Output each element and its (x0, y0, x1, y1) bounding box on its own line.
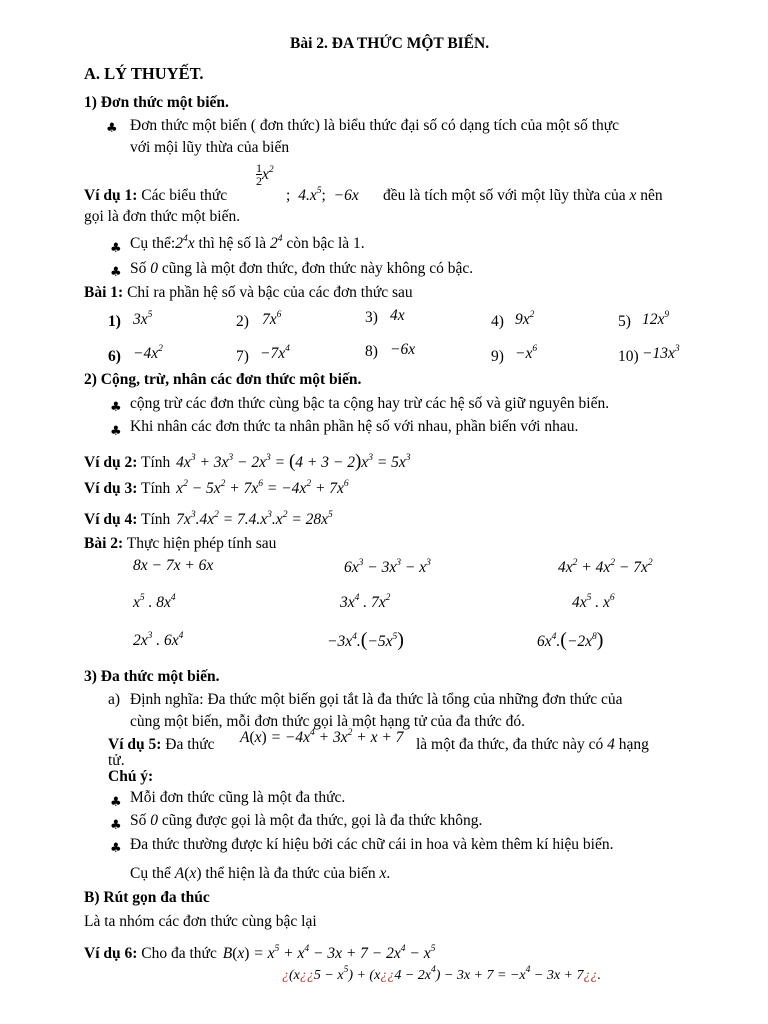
exercise-expression: $4x^5$ . $x^6$ (572, 593, 615, 611)
exercise-expression: $3x^4$ . $7x^2$ (340, 593, 391, 611)
section-b-text: Là ta nhóm các đơn thức cùng bậc lại (84, 913, 317, 930)
note-1: Mỗi đơn thức cũng là một đa thức. (130, 789, 346, 806)
specific-example: Cụ $thể:2^4x$ thì hệ số là $2^4$ còn bậc là 1. (130, 234, 365, 252)
club-bullet-icon: ♣ (110, 265, 122, 280)
exercise-expression: $-3x^4.(-5x^5)$ (327, 629, 404, 651)
item-number: 10) (618, 348, 639, 365)
item-number: 3) (365, 309, 378, 326)
item-number: 1) (108, 313, 121, 330)
monomial: $9x^2$ (515, 310, 535, 328)
monomial: $12x^9$ (642, 310, 670, 328)
example-1-label: Ví dụ 1: (84, 187, 138, 204)
polynomial-definition-line-1: Định nghĩa: Đa thức một biến gọi tắt là đa thức là tổng của những đơn thức của (130, 691, 623, 708)
example-3: Ví dụ 3: Tính $x^2 - 5x^2 + 7x^6 = -4x^2 + 7x^6$ (84, 479, 349, 497)
club-bullet-icon: ♣ (110, 241, 122, 256)
example-1-text: đều là tích một số với một lũy thừa của x nên (383, 187, 663, 204)
exercise-2: Bài 2: Thực hiện phép tính sau (84, 535, 277, 552)
section-3-heading: 3) Đa thức một biến. (84, 668, 220, 685)
section-b-heading: B) Rút gọn đa thúc (84, 889, 210, 906)
example-6: Ví dụ 6: Cho đa thức $B(x) = x^5 + x^4 - 3x + 7 - 2x^4 - x^5$ (84, 944, 436, 962)
example-1-expressions: ; $4.x^5$; −6x (286, 186, 359, 204)
note-3: Đa thức thường được kí hiệu bởi các chữ cái in hoa và kèm thêm kí hiệu biến. (130, 836, 614, 853)
note-heading: Chú ý: (108, 768, 154, 785)
rule-add-subtract: cộng trừ các đơn thức cùng bậc ta cộng hay trừ các hệ số và giữ nguyên biến. (130, 395, 610, 412)
club-bullet-icon: ♣ (110, 424, 122, 439)
monomial: −6x (390, 341, 416, 358)
rule-multiply: Khi nhân các đơn thức ta nhân phần hệ số với nhau, phần biến với nhau. (130, 418, 579, 435)
exercise-1: Bài 1: Chỉ ra phần hệ số và bậc của các đơn thức sau (84, 284, 413, 301)
exercise-expression: $2x^3$ . $6x^4$ (133, 631, 184, 649)
specific-notation: Cụ thể A(x) thể hiện là đa thức của biến x. (130, 865, 391, 882)
definition-line-2: với mội lũy thừa của biến (130, 139, 290, 156)
item-number: 2) (236, 313, 249, 330)
item-number: 5) (618, 313, 631, 330)
monomial: $-7x^4$ (260, 344, 290, 362)
example-4: Ví dụ 4: Tính $7x^3.4x^2 = 7.4.x^3.x^2 = 28x^5$ (84, 510, 333, 528)
monomial: $-4x^2$ (133, 344, 163, 362)
zero-monomial-note: Số 0 cũng là một đơn thức, đơn thức này không có bậc. (130, 260, 474, 277)
note-2: Số 0 cũng được gọi là một đa thức, gọi là đa thức không. (130, 812, 483, 829)
club-bullet-icon: ♣ (110, 400, 122, 415)
monomial: $3x^5$ (133, 310, 153, 328)
example-1-row: Ví dụ 1: Các biểu thức (84, 187, 228, 204)
monomial: $-13x^3$ (642, 344, 680, 362)
club-bullet-icon: ♣ (106, 121, 118, 136)
item-number: 7) (236, 348, 249, 365)
section-a-heading: A. LÝ THUYẾT. (84, 64, 204, 83)
exercise-expression: $4x^2 + 4x^2 - 7x^2$ (558, 558, 653, 576)
example-5-label-row: Ví dụ 5: Đa thức (108, 736, 215, 753)
exercise-expression: $x^5$ . $8x^4$ (133, 593, 176, 611)
example-6-result: ¿(x¿¿5 − $x^5$) + (x¿¿4 − $2x^4) - 3x + 7 = -x^4 - 3x$ + 7¿¿. (282, 965, 601, 983)
club-bullet-icon: ♣ (110, 841, 122, 856)
definition-line-1: Đơn thức một biến ( đơn thức) là biểu thức đại số có dạng tích của một số thực (130, 117, 620, 134)
exercise-expression: $6x^4.(-2x^8)$ (537, 629, 604, 651)
monomial: $-x^6$ (515, 344, 538, 362)
example-5-text: là một đa thức, đa thức này có 4 hạng (416, 736, 649, 753)
example-5-polynomial: $A(x) = -4x^4 + 3x^2 + x + 7$ (240, 728, 404, 746)
club-bullet-icon: ♣ (110, 818, 122, 833)
exercise-expression: 8x − 7x + 6x (133, 557, 214, 574)
item-number: 9) (491, 348, 504, 365)
club-bullet-icon: ♣ (110, 795, 122, 810)
section-2-heading: 2) Cộng, trừ, nhân các đơn thức một biến. (84, 371, 362, 388)
example-2: Ví dụ 2: Tính $4x^3 + 3x^3 - 2x^3 = (4 + 3 - 2)x^3 = 5x^3$ (84, 451, 411, 472)
item-number: 6) (108, 348, 121, 365)
item-number: 4) (491, 313, 504, 330)
page-title: Bài 2. ĐA THỨC MỘT BIẾN. (290, 35, 490, 52)
polynomial-definition-line-2: cùng một biến, mỗi đơn thức gọi là một hạng tử của đa thức đó. (130, 713, 525, 730)
example-5-line-2: tử. (108, 752, 125, 769)
exercise-expression: $6x^3 - 3x^3 - x^3$ (344, 558, 431, 576)
example-1-fraction: $\frac{1}{2}$ $x^2$ (256, 161, 274, 188)
definition-label: a) (108, 691, 121, 708)
example-1-line-2: gọi là đơn thức một biến. (84, 208, 241, 225)
item-number: 8) (365, 343, 378, 360)
section-1-heading: 1) Đơn thức một biến. (84, 94, 229, 111)
monomial: 4x (390, 307, 405, 324)
monomial: $7x^6$ (262, 310, 282, 328)
